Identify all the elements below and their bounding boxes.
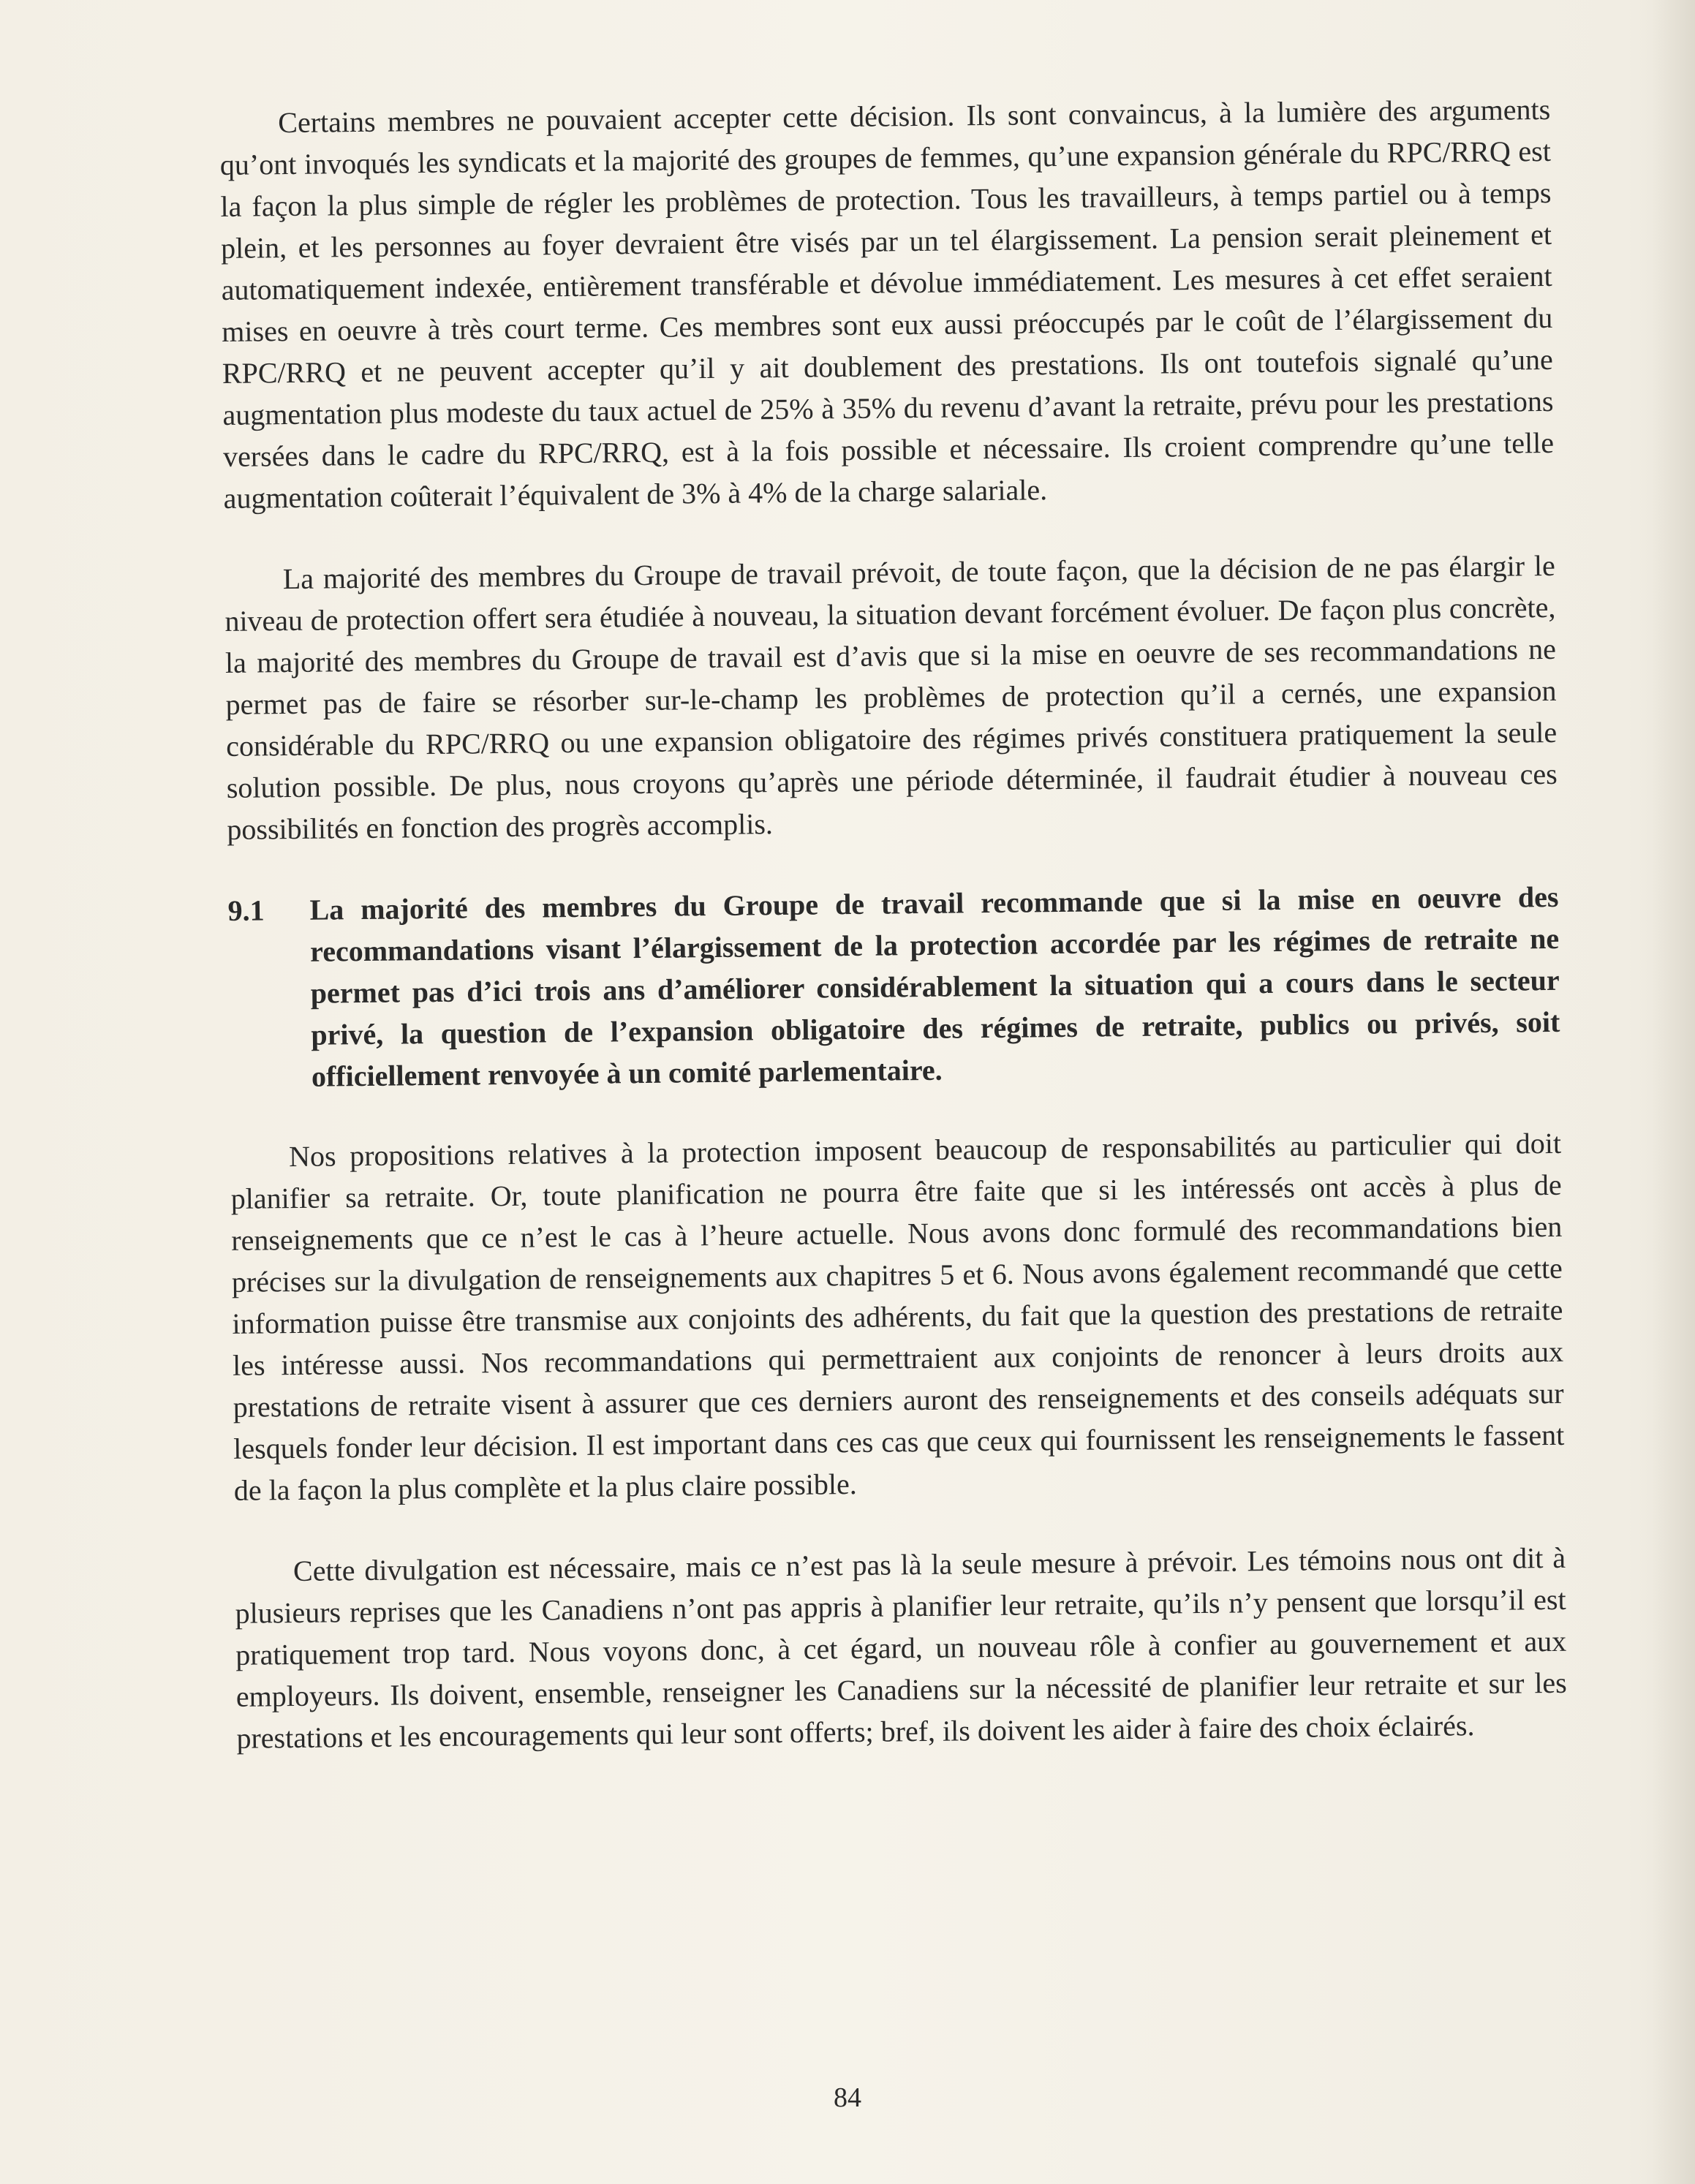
paragraph-2: La majorité des membres du Groupe de travail prévoit, de toute façon, que la décision de ne pas élargir le niveau de protection offert sera étudiée à nouveau, la situation devant forcément évoluer. De façon plus concrète, la majorité des membres du Groupe de travail est d’avis que si la mise en oeuvre de ses recommandations ne permet pas de faire se résorber sur-le-champ les problèmes de protection qu’il a cernés, une expansion considérable du RPC/RRQ ou une expansion obligatoire des régimes privés constituera pratiquement la seule solution possible. De plus, nous croyons qu’après une période déterminée, il faudrait étudier à nouveau ces possibilités en fonction des progrès accomplis.: [224, 548, 1558, 846]
page-number: 84: [834, 2082, 861, 2113]
recommendation-text: La majorité des membres du Groupe de travail recommande que si la mise en oeuvre des recommandations visant l’élargissement de la protection accordée par les régimes de retraite ne permet pas d’ici trois ans d’améliorer considérablement la situation qui a cours dans le secteur privé, la question de l’expansion obligatoire des régimes de retraite, publics ou privés, soit officiellement renvoyée à un comité parlementaire.: [309, 880, 1560, 1093]
page-edge-shadow: [1651, 0, 1695, 2184]
paragraph-4: Cette divulgation est nécessaire, mais ce n’est pas là la seule mesure à prévoir. Les témoins nous ont dit à plusieurs reprises que les Canadiens n’ont pas appris à planifier leur retraite, qu’ils n’y pensent que lorsqu’il est pratiquement trop tard. Nous voyons donc, à cet égard, un nouveau rôle à confier au gouvernement et aux employeurs. Ils doivent, ensemble, renseigner les Canadiens sur la nécessité de planifier leur retraite et sur les prestations et les encouragements qui leur sont offerts; bref, ils doivent les aider à faire des choix éclairés.: [235, 1541, 1567, 1755]
recommendation-9-1: [227, 876, 1560, 1098]
paragraph-1: Certains membres ne pouvaient accepter cette décision. Ils sont convaincus, à la lumière des arguments qu’ont invoqués les syndicats et la majorité des groupes de femmes, qu’une expansion générale du RPC/RRQ est la façon la plus simple de régler les problèmes de protection. Tous les travailleurs, à temps partiel ou à temps plein, et les personnes au foyer devraient être visés par un tel élargissement. La pension serait pleinement et automatiquement indexée, entièrement transférable et dévolue immédiatement. Les mesures à cet effet seraient mises en oeuvre à très court terme. Ces membres sont eux aussi préoccupés par le coût de l’élargissement du RPC/RRQ et ne peuvent accepter qu’il y ait doublement des prestations. Ils ont toutefois signalé qu’une augmentation plus modeste du taux actuel de 25% à 35% du revenu d’avant la retraite, prévu pour les prestations versées dans le cadre du RPC/RRQ, est à la fois possible et nécessaire. Ils croient comprendre qu’une telle augmentation coûterait l’équivalent de 3% à 4% de la charge salariale.: [219, 92, 1555, 515]
recommendation-number: 9.1: [227, 893, 265, 927]
paragraph-3: Nos propositions relatives à la protection imposent beaucoup de responsabilités au particulier qui doit planifier sa retraite. Or, toute planification ne pourra être faite que si les intéressés ont accès à plus de renseignements que ce n’est le cas à l’heure actuelle. Nous avons donc formulé des recommandations bien précises sur la divulgation de renseignements aux chapitres 5 et 6. Nous avons également recommandé que cette information puisse être transmise aux conjoints des adhérents, du fait que la question des prestations de retraite les intéresse aussi. Nos recommandations qui permettraient aux conjoints de renoncer à leurs droits aux prestations de retraite visent à assurer que ces derniers auront des renseignements et des conseils adéquats sur lesquels fonder leur décision. Il est important dans ces cas que ceux qui fournissent les renseignements le fassent de la façon la plus complète et la plus claire possible.: [230, 1126, 1565, 1507]
body-text: [219, 88, 1568, 1799]
